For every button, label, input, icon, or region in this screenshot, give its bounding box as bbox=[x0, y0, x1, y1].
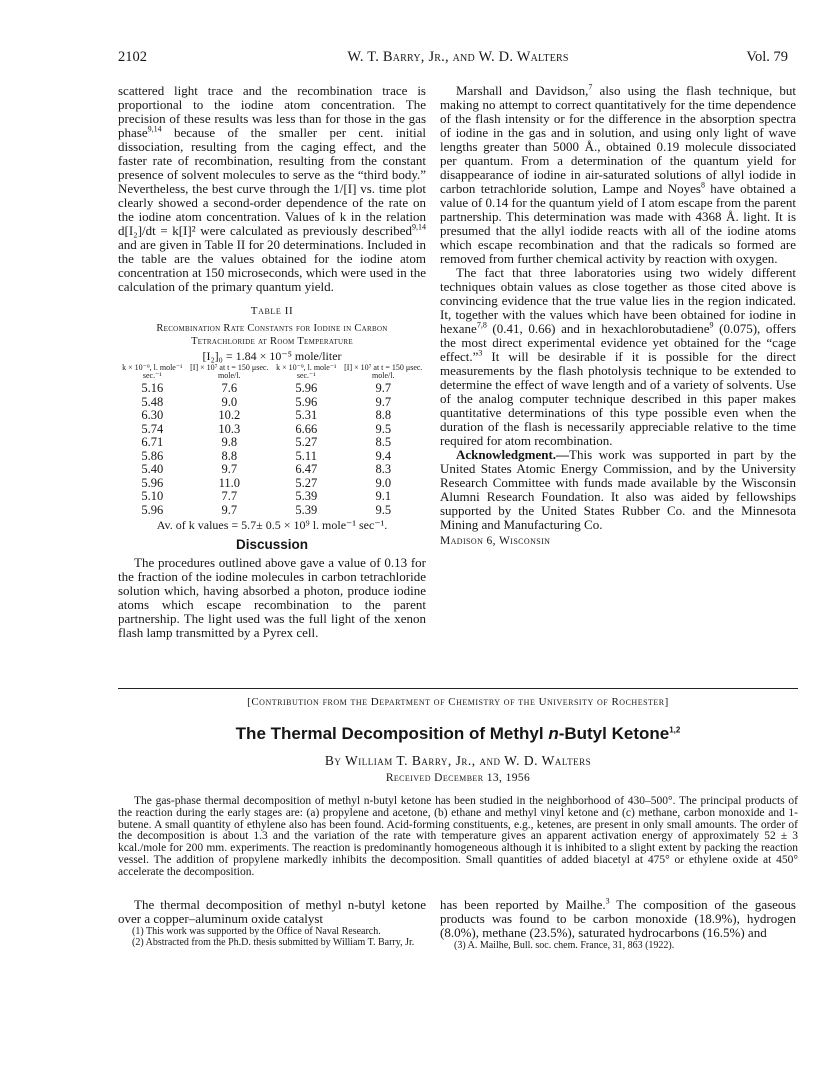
table-cell: 7.6 bbox=[221, 381, 238, 395]
table-cell: 5.96 bbox=[141, 475, 164, 490]
text-run: The fact that three laboratories using two widely different techniques obtain values as close together as those cited above is convincing evidence that the true value lies in the region indicated. It, together with the values which have been obtained for iodine in hexane bbox=[440, 265, 796, 336]
table-header-cell: [I] × 10⁷ at t = 150 μsec. mole/l. bbox=[190, 363, 269, 380]
page-header bbox=[118, 49, 798, 69]
table-cell: 9.0 bbox=[375, 475, 392, 490]
table-cell: 9.8 bbox=[221, 435, 238, 449]
table-cell: 5.39 bbox=[295, 489, 318, 503]
table-cell: 6.66 bbox=[295, 421, 318, 436]
table-cell: 6.71 bbox=[141, 435, 164, 449]
table-cell: 6.30 bbox=[141, 408, 164, 422]
discussion-paragraph: The procedures outlined above gave a value of 0.13 for the fraction of the iodine molecules in carbon tetrachloride solution which, having absorbed a photon, produce iodine atoms which escape recombination to the parent partnership. The light used was the full light of the xenon flash lamp transmitted by a Pyrex cell. bbox=[118, 555, 426, 640]
table-row bbox=[118, 450, 426, 464]
contribution-line: [Contribution from the Department of Chemistry of the University of Rochester] bbox=[247, 696, 669, 708]
article-body-paragraph bbox=[440, 898, 796, 940]
title-sup: 1,2 bbox=[669, 725, 681, 735]
table-cell: 11.0 bbox=[218, 475, 240, 490]
table-cell: 5.74 bbox=[141, 421, 164, 436]
section-heading: Discussion bbox=[235, 537, 309, 552]
title-italic: n bbox=[548, 724, 559, 743]
table-row bbox=[118, 504, 426, 518]
citation-sup: 8 bbox=[700, 180, 705, 190]
table-cell: 8.5 bbox=[375, 435, 392, 449]
text-run: This work was supported in part by the United States Atomic Energy Commission, and by the University Research Committee with funds made available by the Wisconsin Alumni Research Foundation. It also was aided by fellowships supported by the United States Rubber Co. and the Minnesota Mining and Manufacturing Co. bbox=[440, 447, 796, 532]
text-run: The composition of the gaseous products was found to be carbon monoxide (18.9%), hydrogen (8.0%), methane (23.5%), saturated hydrocarbons (16.5%) and bbox=[440, 897, 796, 940]
acknowledgment-paragraph bbox=[440, 448, 796, 532]
footnote: (2) Abstracted from the Ph.D. thesis submitted by William T. Barry, Jr. bbox=[132, 937, 415, 948]
left-paragraph bbox=[118, 84, 426, 294]
citation-sup: 3 bbox=[478, 348, 483, 358]
article-body-paragraph: The thermal decomposition of methyl n-butyl ketone over a copper–aluminum oxide catalyst bbox=[118, 897, 426, 926]
table-header-cell: k × 10⁻⁹, l. mole⁻¹ sec.⁻¹ bbox=[276, 363, 337, 380]
table-cell: 9.7 bbox=[221, 462, 238, 476]
received-date: Received December 13, 1956 bbox=[385, 772, 531, 784]
table-caption-line: Recombination Rate Constants for Iodine in Carbon bbox=[156, 323, 388, 334]
table-cell: 5.11 bbox=[295, 448, 317, 463]
table-cell: 6.47 bbox=[295, 462, 318, 476]
right-paragraph bbox=[440, 84, 796, 266]
footnote: (1) This work was supported by the Office of Naval Research. bbox=[132, 926, 381, 937]
table-cell: 5.40 bbox=[141, 462, 164, 476]
table-cell: 5.86 bbox=[141, 448, 164, 463]
table-row bbox=[118, 382, 426, 396]
abstract: The gas-phase thermal decomposition of methyl n-butyl ketone has been studied in the neighborhood of 430–500°. The principal products of the reaction during the early stages are: (a) propylene and acetone, (b) ethane and methyl vinyl ketone and (c) methane, carbon monoxide and 1-butene. A small quantity of ethylene also has been found. Acid-forming constituents, e.g., ketenes, are present in only small amounts. The order of the decomposition is about 1.3 and the variation of the rate with temperature gives an apparent activation energy of approximately 52 ± 3 kcal./mole for 200 mm. experiments. The reaction is predominantly homogeneous although it is inhibited to a slight extent by packing the reaction vessel. The addition of propylene markedly inhibits the decomposition. Small quantities of added biacetyl at 475° or ethylene oxide at 450° accelerate the decomposition. bbox=[118, 795, 798, 878]
text-run: have obtained a value of 0.14 for the quantum yield of I atom escape from the parent partnership. This determination was made with 4368 Å. light. It is presumed that the allyl iodide reacts with all of the iodine atoms which escape recombination and that the radicals so formed are removed from further chemical activity by reaction with oxygen. bbox=[440, 181, 797, 266]
table-row bbox=[118, 409, 426, 423]
table-cell: 5.96 bbox=[295, 394, 318, 409]
table-average: Av. of k values = 5.7± 0.5 × 10⁹ l. mole⁻¹ sec⁻¹. bbox=[156, 518, 388, 532]
table-header-row bbox=[118, 364, 426, 382]
table-cell: 5.96 bbox=[295, 381, 318, 395]
table-cell: 5.10 bbox=[141, 489, 164, 503]
table-cell: 5.27 bbox=[295, 435, 318, 449]
table-cell: 9.5 bbox=[375, 502, 392, 517]
article-right-column bbox=[440, 898, 796, 951]
footnote: (3) A. Mailhe, Bull. soc. chem. France, 31, 863 (1922). bbox=[454, 940, 675, 951]
title-run: The Thermal Decomposition of Methyl bbox=[235, 724, 549, 743]
table-cell: 9.7 bbox=[375, 381, 392, 395]
table-cell: 9.5 bbox=[375, 421, 392, 436]
table-cell: 9.7 bbox=[221, 502, 238, 517]
table-caption bbox=[118, 322, 426, 348]
table-cell: 9.1 bbox=[375, 489, 392, 503]
table-cell: 5.16 bbox=[141, 381, 164, 395]
table-cell: 5.48 bbox=[141, 394, 164, 409]
left-column bbox=[118, 84, 426, 640]
citation-sup: 7,8 bbox=[476, 320, 487, 330]
text-run: Marshall and Davidson, bbox=[456, 83, 589, 98]
table-cell: 5.31 bbox=[295, 408, 318, 422]
table-title: Table II bbox=[250, 305, 294, 317]
volume-label: Vol. 79 bbox=[746, 49, 788, 65]
article-left-column bbox=[118, 898, 426, 948]
table-row bbox=[118, 423, 426, 437]
table-cell: 7.7 bbox=[221, 489, 238, 503]
table-header-cell: [I] × 10⁷ at t = 150 μsec. mole/l. bbox=[344, 363, 423, 380]
table-row bbox=[118, 396, 426, 410]
page-number: 2102 bbox=[118, 49, 147, 65]
affiliation: Madison 6, Wisconsin bbox=[440, 535, 551, 547]
table-cell: 9.0 bbox=[221, 394, 238, 409]
table-cell: 5.27 bbox=[295, 475, 318, 490]
citation-sup: 9,14 bbox=[412, 222, 426, 232]
table-row bbox=[118, 477, 426, 491]
table-cell: 8.8 bbox=[221, 448, 238, 463]
table-cell: 5.39 bbox=[295, 502, 318, 517]
citation-sup: 7 bbox=[588, 82, 593, 92]
rate-constants-table bbox=[118, 364, 426, 517]
right-column bbox=[440, 84, 796, 548]
table-header-cell: k × 10⁻⁹, l. mole⁻¹ sec.⁻¹ bbox=[122, 363, 183, 380]
acknowledgment-heading: Acknowledgment.— bbox=[456, 447, 570, 462]
table-cell: 10.2 bbox=[218, 408, 241, 422]
table-condition: [I₂]₀ = 1.84 × 10⁻⁵ mole/liter bbox=[202, 349, 342, 363]
text-run: also using the flash technique, but making no attempt to correct quantitatively for the time dependence of the flash intensity or for the difference in the absorption spectra of iodine in the gas and in solution, and using only light of wave lengths greater than 5000 Å., obtained 0.19 molecule dissociated per quantum. From a determination of the quantum yield for disappearance of iodine in air-saturated solutions of allyl iodide in carbon tetrachloride solution, Lampe and Noyes bbox=[440, 83, 796, 196]
table-cell: 9.4 bbox=[375, 448, 392, 463]
article-title bbox=[118, 724, 798, 744]
table-row bbox=[118, 436, 426, 450]
section-divider bbox=[118, 688, 798, 689]
table-cell: 9.7 bbox=[375, 394, 392, 409]
citation-sup: 3 bbox=[605, 896, 610, 906]
title-run: -Butyl Ketone bbox=[558, 724, 670, 743]
text-run: It will be desirable if it is possible for the direct measurements by the flash photolysis technique to be extended to determine the effect of wave length and of a variety of solvents. Use of the analog computer technique described in this paper makes quantitative determinations of this type possible even when the duration of the flash is necessarily appreciable relative to the time required for atom recombination. bbox=[440, 349, 796, 448]
running-head: W. T. Barry, Jr., and W. D. Walters bbox=[347, 49, 569, 65]
table-cell: 5.96 bbox=[141, 502, 164, 517]
text-run: and are given in Table II for 20 determinations. Included in the table are the values obtained for the iodine atom concentration at 150 microseconds, which were used in the calculation of the primary quantum yield. bbox=[118, 237, 426, 294]
table-row bbox=[118, 463, 426, 477]
table-cell: 8.8 bbox=[375, 408, 392, 422]
table-cell: 8.3 bbox=[375, 462, 392, 476]
text-run: (0.075), offers the most direct experimental evidence yet obtained for the “cage effect.” bbox=[440, 321, 797, 364]
right-paragraph bbox=[440, 266, 796, 448]
text-run: (0.41, 0.66) and in hexachlorobutadiene bbox=[486, 321, 710, 336]
citation-sup: 9,14 bbox=[147, 124, 162, 134]
text-run: has been reported by Mailhe. bbox=[440, 897, 606, 912]
table-body bbox=[118, 382, 426, 517]
table-cell: 10.3 bbox=[218, 421, 241, 436]
text-run: scattered light trace and the recombination trace is proportional to the iodine atom concentration. The precision of these results was less than for those in the gas phase bbox=[118, 83, 426, 140]
citation-sup: 9 bbox=[709, 320, 714, 330]
text-run: because of the smaller per cent. initial dissociation, resulting from the caging effect, and the faster rate of recombination, resulting from the constant presence of solvent molecules to serve as the “third body.” Nevertheless, the best curve through the 1/[I] vs. time plot clearly showed a second-order dependence of the rate on the iodine atom concentration. Values of k in the relation d[I₂]/dt = k[I]² were calculated as previously described bbox=[118, 125, 426, 238]
table-row bbox=[118, 490, 426, 504]
article-authors: By William T. Barry, Jr., and W. D. Walters bbox=[324, 753, 592, 768]
table-caption-line: Tetrachloride at Room Temperature bbox=[191, 336, 353, 347]
